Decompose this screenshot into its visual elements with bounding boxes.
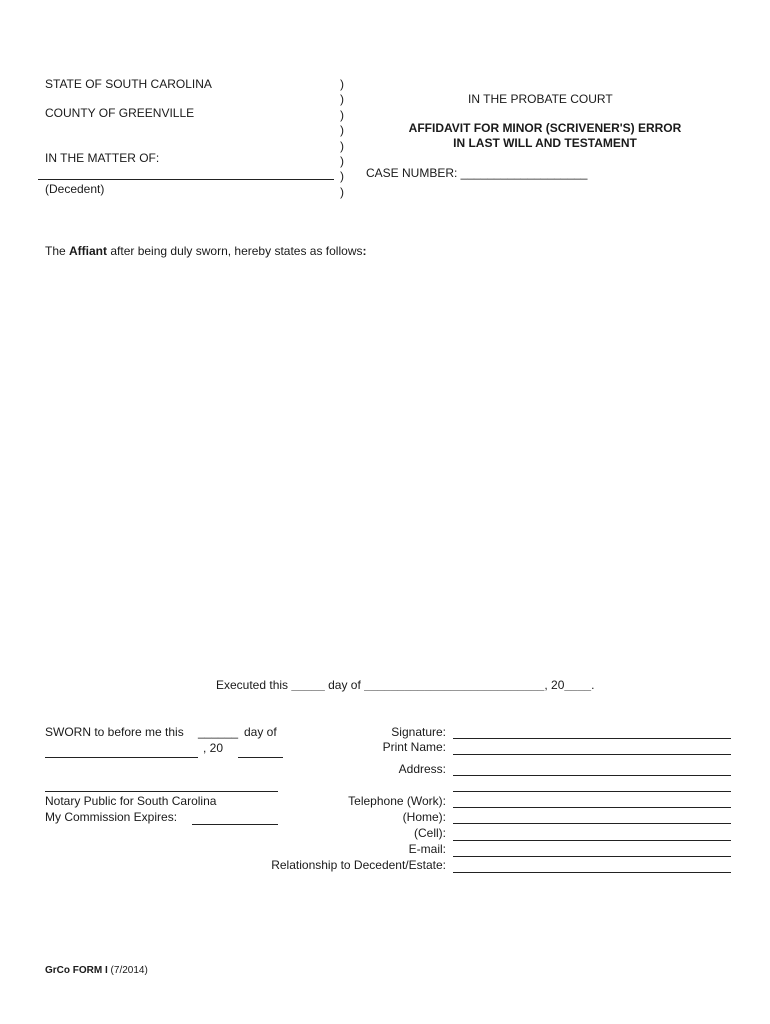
executed-day-blank[interactable]: _____ bbox=[291, 678, 325, 692]
decedent-name-line[interactable] bbox=[38, 179, 334, 180]
email-label: E-mail: bbox=[408, 842, 446, 856]
relationship-line[interactable] bbox=[453, 872, 731, 873]
notary-signature-line[interactable] bbox=[45, 791, 278, 792]
email-line[interactable] bbox=[453, 856, 731, 857]
executed-year-blank[interactable]: ____ bbox=[564, 678, 592, 692]
affidavit-title-line2: IN LAST WILL AND TESTAMENT bbox=[453, 136, 637, 150]
telephone-cell-label: (Cell): bbox=[414, 826, 446, 840]
matter-label: IN THE MATTER OF: bbox=[45, 151, 160, 165]
telephone-work-line[interactable] bbox=[453, 807, 731, 808]
state-label: STATE OF SOUTH CAROLINA bbox=[45, 77, 212, 91]
executed-line: Executed this _____ day of ___________________________, 20____. bbox=[216, 678, 595, 692]
sworn-comma-20: , 20 bbox=[203, 741, 224, 755]
executed-month-blank[interactable]: ___________________________ bbox=[364, 678, 545, 692]
address-label: Address: bbox=[398, 762, 446, 776]
affidavit-title-line1: AFFIDAVIT FOR MINOR (SCRIVENER'S) ERROR bbox=[408, 121, 682, 135]
print-name-label: Print Name: bbox=[382, 740, 446, 754]
court-label: IN THE PROBATE COURT bbox=[468, 92, 613, 106]
sworn-month-line[interactable] bbox=[45, 757, 198, 758]
telephone-work-label: Telephone (Work): bbox=[348, 794, 446, 808]
telephone-home-line[interactable] bbox=[453, 823, 731, 824]
affiant-word: Affiant bbox=[69, 244, 108, 258]
relationship-label: Relationship to Decedent/Estate: bbox=[271, 858, 446, 872]
sworn-day-blank[interactable]: ______ bbox=[198, 725, 239, 739]
case-number-field[interactable]: CASE NUMBER: ___________________ bbox=[366, 166, 588, 180]
telephone-home-label: (Home): bbox=[402, 810, 446, 824]
address-line-2[interactable] bbox=[453, 791, 731, 792]
decedent-label: (Decedent) bbox=[45, 182, 105, 196]
sworn-before-label: SWORN to before me this bbox=[45, 725, 184, 739]
caption-divider: ) ) ) ) ) ) ) ) bbox=[340, 77, 344, 199]
notary-public-label: Notary Public for South Carolina bbox=[45, 794, 217, 808]
signature-label: Signature: bbox=[391, 725, 446, 739]
sworn-day-of-label: day of bbox=[244, 725, 277, 739]
form-id-footer: GrCo FORM I (7/2014) bbox=[45, 965, 148, 976]
address-line-1[interactable] bbox=[453, 775, 731, 776]
telephone-cell-line[interactable] bbox=[453, 840, 731, 841]
commission-expires-line[interactable] bbox=[192, 824, 278, 825]
signature-line[interactable] bbox=[453, 738, 731, 739]
affiant-intro: The Affiant after being duly sworn, hereby states as follows: bbox=[45, 244, 367, 258]
commission-expires-label: My Commission Expires: bbox=[45, 810, 178, 824]
affidavit-statement-area[interactable] bbox=[45, 270, 725, 660]
sworn-year-line[interactable] bbox=[238, 757, 283, 758]
print-name-line[interactable] bbox=[453, 754, 731, 755]
county-label: COUNTY OF GREENVILLE bbox=[45, 106, 195, 120]
